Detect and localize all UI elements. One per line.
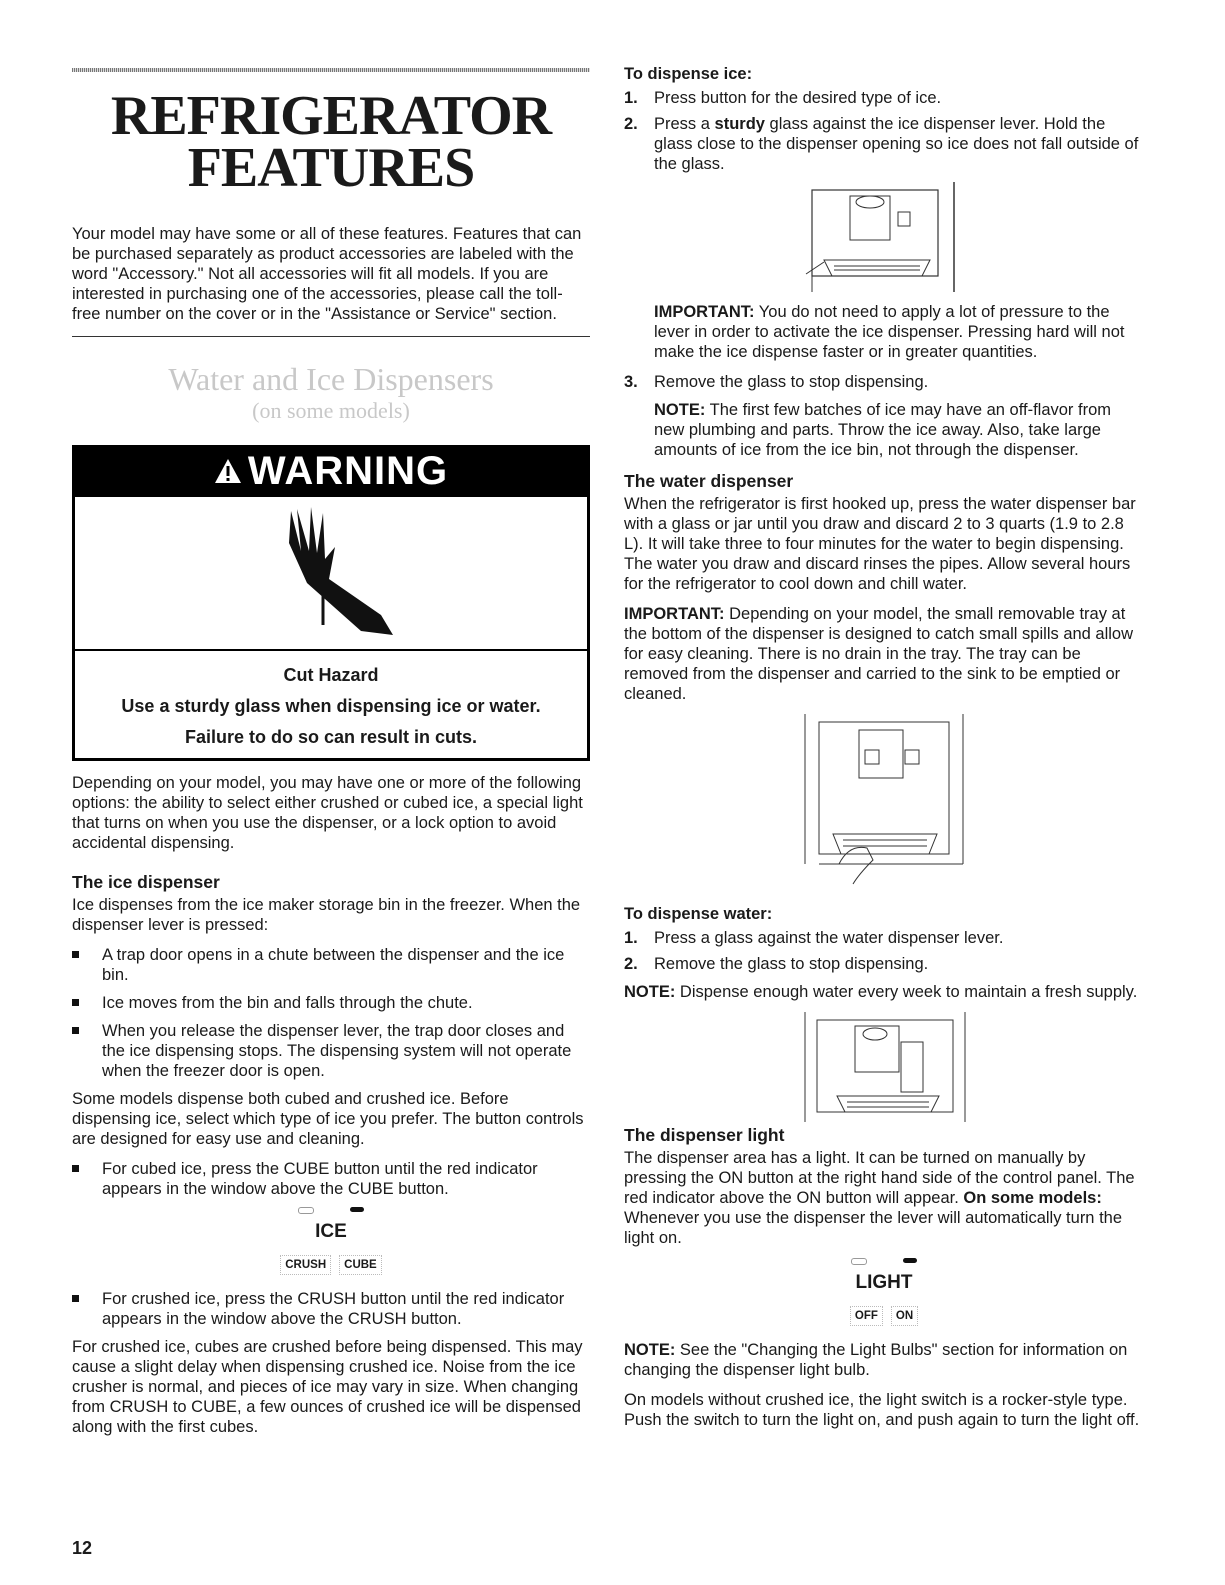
important-label: IMPORTANT: [654, 303, 755, 321]
crush-button[interactable]: CRUSH [280, 1255, 331, 1275]
divider [72, 336, 590, 337]
important-label: IMPORTANT: [624, 605, 725, 623]
warning-box [72, 445, 590, 761]
light-panel-label: LIGHT [855, 1272, 913, 1293]
list-item: A trap door opens in a chute between the dispenser and the ice bin. [72, 945, 590, 985]
dispenser-light-heading: The dispenser light [624, 1125, 785, 1145]
ice-dispenser-text: Ice dispenses from the ice maker storage bin in the freezer. When the dispenser lever is pressed: [72, 896, 581, 934]
cube-bullet: For cubed ice, press the CUBE button until the red indicator appears in the window above the CUBE button. [72, 1159, 590, 1199]
crush-indicator [298, 1207, 314, 1214]
ice-dispenser-bullets [72, 945, 590, 1081]
ice-control-panel [72, 1207, 590, 1275]
important-note-1 [624, 302, 1144, 362]
important-text: Depending on your model, the small removable tray at the bottom of the dispenser is designed to catch small spills and allow for easy cleaning. There is no drain in the tray. The tray can be removed from the dispenser and carried to the sink to be emptied or cleaned. [624, 605, 1134, 703]
step-text: Press a [654, 115, 715, 133]
list-item: When you release the dispenser lever, the trap door closes and the ice dispensing stops. The dispensing system will not operate when the freezer door is open. [72, 1021, 590, 1081]
right-column [624, 64, 1144, 1440]
crushed-text: For crushed ice, cubes are crushed before being dispensed. This may cause a slight delay when dispensing crushed ice. Noise from the ice crusher is normal, and pieces of ice may vary in size. When changing from CRUSH to CUBE, a few ounces of crushed ice will be dispensed along with the first cubes. [72, 1338, 583, 1436]
warning-text [75, 651, 587, 758]
on-button[interactable]: ON [891, 1306, 918, 1326]
list-item [624, 372, 1144, 392]
step-number: 1. [624, 89, 638, 107]
water-glass-illustration [789, 1012, 979, 1124]
cube-bullet-list [72, 1159, 590, 1199]
note-text: The first few batches of ice may have an off-flavor from new plumbing and parts. Throw the ice away. Also, take large amounts of ice from the ice bin, not through the dispenser. [654, 401, 1111, 459]
warning-triangle-icon [214, 457, 242, 485]
ice-steps [624, 88, 1144, 174]
title-line-2: FEATURES [187, 137, 475, 199]
step-number: 3. [624, 373, 638, 391]
note-label: NOTE: [624, 1341, 676, 1359]
cube-indicator [350, 1207, 364, 1212]
options-text: Depending on your model, you may have one or more of the following options: the ability to select either crushed or cubed ice, a special light that turns on when you use the dispenser, or a lock option to avoid accidental dispensing. [72, 774, 583, 852]
step-text: Press a glass against the water dispenser lever. [654, 929, 1004, 947]
off-button[interactable]: OFF [850, 1306, 883, 1326]
section-subtitle: (on some models) [252, 398, 410, 423]
note-label: NOTE: [624, 983, 676, 1001]
step-number: 2. [624, 955, 638, 973]
page-number: 12 [72, 1538, 93, 1558]
warning-line-2: Failure to do so can result in cuts. [184, 727, 478, 747]
light-text: The dispenser area has a light. It can be turned on manually by pressing the ON button at the right hand side of the control panel. The red indicator above the ON button will appear. [624, 1149, 1135, 1207]
water-dispenser-text: When the refrigerator is first hooked up, press the water dispenser bar with a glass or jar until you draw and discard 2 to 3 quarts (1.9 to 2.8 L). It will take three to four minutes for the water to begin dispensing. The water you draw and discard rinses the pipes. Allow several hours for the refrigerator to cool down and chill water. [624, 495, 1136, 593]
water-dispenser-heading: The water dispenser [624, 471, 794, 491]
top-rule [72, 68, 590, 72]
left-column [72, 68, 590, 1447]
on-indicator [903, 1258, 917, 1263]
note-2 [624, 982, 1144, 1002]
dispense-water-heading: To dispense water: [624, 905, 773, 923]
list-item [624, 114, 1144, 174]
rocker-text: On models without crushed ice, the light switch is a rocker-style type. Push the switch to turn the light on, and push again to turn the light off. [624, 1391, 1140, 1429]
warning-label: WARNING [247, 448, 449, 493]
important-note-2 [624, 604, 1144, 704]
crush-bullet-list [72, 1289, 590, 1329]
section-title: Water and Ice Dispensers [168, 361, 494, 397]
cube-button[interactable]: CUBE [339, 1255, 382, 1275]
step-text: Remove the glass to stop dispensing. [654, 373, 929, 391]
hand-cut-icon [231, 503, 431, 643]
list-item [624, 954, 1144, 974]
light-control-panel [624, 1258, 1144, 1326]
water-steps [624, 928, 1144, 974]
list-item [624, 928, 1144, 948]
indicator-lights [72, 1207, 590, 1217]
dispense-ice-heading: To dispense ice: [624, 65, 753, 83]
page-title [72, 85, 590, 199]
step-emphasis: sturdy [714, 115, 765, 133]
warning-line-1: Use a sturdy glass when dispensing ice or water. [121, 696, 541, 716]
light-panel-buttons [624, 1306, 1144, 1326]
ice-dispenser-figure [624, 182, 1144, 294]
dispenser-glass-illustration [794, 182, 974, 294]
important-text: You do not need to apply a lot of pressure to the lever in order to activate the ice dispenser. Pressing hard will not make the ice dispense faster or in greater quantities. [654, 303, 1125, 361]
removable-tray-illustration [789, 714, 979, 894]
models-text: Some models dispense both cubed and crushed ice. Before dispensing ice, select which type of ice you prefer. The button controls are designed for easy use and cleaning. [72, 1090, 584, 1148]
crush-bullet: For crushed ice, press the CRUSH button until the red indicator appears in the window above the CRUSH button. [72, 1289, 590, 1329]
warning-header [75, 445, 587, 497]
off-indicator [851, 1258, 867, 1265]
title-line-1: REFRIGERATOR [110, 85, 552, 147]
intro-text: Your model may have some or all of these features. Features that can be purchased separately as product accessories are labeled with the word "Accessory." Not all accessories will fit all models. If you are interested in purchasing one of the accessories, please call the toll-free number on the cover or in the "Assistance or Service" section. [72, 225, 582, 323]
ice-panel-label: ICE [315, 1221, 347, 1242]
hazard-title: Cut Hazard [283, 665, 379, 685]
light-text: Whenever you use the dispenser the lever will automatically turn the light on. [624, 1209, 1123, 1247]
water-figure [624, 1012, 1144, 1124]
note-1 [624, 400, 1144, 460]
ice-step-3 [624, 372, 1144, 392]
step-number: 1. [624, 929, 638, 947]
note-text: See the "Changing the Light Bulbs" section for information on changing the dispenser light bulb. [624, 1341, 1128, 1379]
cut-hazard-icon [75, 497, 587, 651]
ice-dispenser-heading: The ice dispenser [72, 872, 220, 892]
note-3 [624, 1340, 1144, 1380]
indicator-lights [624, 1258, 1144, 1268]
step-text: Remove the glass to stop dispensing. [654, 955, 929, 973]
list-item [624, 88, 1144, 108]
step-text: Press button for the desired type of ice. [654, 89, 942, 107]
step-text: glass against the ice dispenser lever. Hold the glass close to the dispenser opening so ice does not fall outside of the glass. [654, 115, 1139, 173]
step-number: 2. [624, 115, 638, 133]
list-item: Ice moves from the bin and falls through the chute. [72, 993, 590, 1013]
dispenser-light-text [624, 1148, 1144, 1248]
note-label: NOTE: [654, 401, 706, 419]
light-emphasis: On some models: [963, 1189, 1102, 1207]
note-text: Dispense enough water every week to maintain a fresh supply. [675, 983, 1138, 1001]
ice-panel-buttons [72, 1255, 590, 1275]
tray-figure [624, 714, 1144, 894]
